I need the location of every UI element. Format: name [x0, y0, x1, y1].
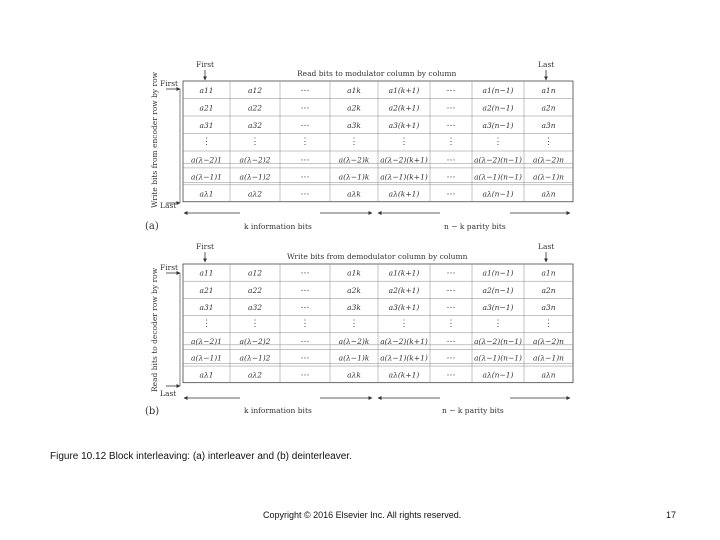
matrix-cell: a3n: [541, 120, 556, 130]
matrix-cell: aλ2: [248, 189, 262, 199]
matrix-cell: a3(k+1): [388, 120, 420, 130]
matrix-cell: a2n: [541, 103, 556, 113]
vertical-ellipsis: ⋮: [446, 318, 456, 329]
vertical-ellipsis: ⋮: [300, 318, 310, 329]
matrix-cell: a3k: [347, 120, 361, 130]
matrix-cell: a1(n−1): [482, 268, 514, 278]
matrix-cell: a(λ−1)(n−1): [474, 353, 522, 363]
first-column-label: First: [196, 242, 215, 251]
horizontal-ellipsis: …: [300, 101, 310, 112]
copyright-notice: Copyright © 2016 Elsevier Inc. All rights reserved.: [263, 510, 462, 520]
vertical-ellipsis: ⋮: [544, 137, 553, 147]
matrix-cell: aλk: [347, 370, 361, 380]
matrix-cell: a(λ−2)k: [338, 155, 370, 165]
horizontal-ellipsis: …: [300, 351, 310, 362]
matrix-cell: a(λ−1)2: [239, 353, 271, 363]
matrix-cell: a12: [247, 85, 263, 95]
horizontal-ellipsis: …: [300, 335, 310, 346]
matrix-cell: a22: [247, 103, 263, 113]
vertical-ellipsis: ⋮: [349, 137, 359, 147]
horizontal-ellipsis: …: [446, 301, 456, 311]
matrix-cell: a(λ−2)(k+1): [380, 337, 428, 347]
vertical-ellipsis: ⋮: [202, 137, 211, 147]
horizontal-ellipsis: …: [300, 118, 310, 129]
first-row-label: First: [160, 263, 179, 272]
matrix-cell: a(λ−1)k: [338, 353, 370, 363]
matrix-cell: a(λ−1)1: [191, 172, 222, 182]
horizontal-ellipsis: …: [446, 101, 456, 112]
matrix-cell: a11: [199, 85, 214, 95]
matrix-cell: a2(n−1): [482, 103, 514, 113]
first-row-label: First: [160, 79, 179, 88]
vertical-ellipsis: ⋮: [493, 137, 503, 147]
matrix-cell: a(λ−2)(n−1): [474, 337, 522, 347]
matrix-cell: a(λ−1)k: [338, 172, 370, 182]
horizontal-ellipsis: …: [300, 266, 310, 277]
matrix-cell: aλ(k+1): [388, 189, 420, 199]
matrix-cell: a2k: [347, 285, 361, 295]
matrix-cell: aλk: [347, 189, 361, 199]
matrix-cell: a3(k+1): [388, 303, 420, 312]
matrix-cell: a(λ−2)2: [239, 155, 271, 165]
horizontal-ellipsis: …: [300, 283, 310, 294]
matrix-cell: a32: [247, 120, 263, 130]
panel-label: (a): [145, 221, 159, 232]
matrix-cell: a1k: [347, 268, 361, 278]
matrix-cell: aλ(n−1): [482, 189, 514, 199]
matrix-cell: a(λ−1)(k+1): [380, 353, 428, 363]
last-column-label: Last: [538, 242, 555, 251]
parity-bits-label: n − k parity bits: [444, 222, 506, 231]
horizontal-ellipsis: …: [446, 187, 456, 198]
matrix-cell: a2k: [347, 103, 361, 113]
last-column-label: Last: [538, 60, 555, 69]
matrix-cell: a(λ−1)1: [191, 353, 222, 363]
matrix-cell: a32: [247, 303, 263, 312]
matrix-cell: a3n: [541, 303, 556, 312]
matrix-cell: aλ1: [199, 189, 214, 199]
matrix-cell: aλ(k+1): [388, 370, 420, 380]
write-direction-label: Write bits from demodulator column by column: [287, 252, 468, 261]
matrix-cell: a(λ−2)1: [191, 155, 222, 165]
first-column-label: First: [196, 60, 215, 69]
horizontal-ellipsis: …: [300, 368, 310, 379]
horizontal-ellipsis: …: [446, 266, 456, 277]
matrix-cell: a1(k+1): [388, 268, 420, 278]
horizontal-ellipsis: …: [300, 170, 310, 181]
matrix-cell: a22: [247, 285, 263, 295]
horizontal-ellipsis: …: [300, 187, 310, 198]
horizontal-ellipsis: …: [446, 118, 456, 129]
horizontal-ellipsis: …: [446, 153, 456, 164]
horizontal-ellipsis: …: [446, 83, 456, 94]
panel-a: [145, 60, 573, 232]
matrix-cell: a(λ−2)k: [338, 337, 370, 347]
vertical-ellipsis: ⋮: [399, 318, 409, 329]
matrix-cell: a31: [199, 303, 214, 312]
matrix-cell: aλ(n−1): [482, 370, 514, 380]
matrix-cell: a(λ−2)2: [239, 337, 271, 347]
matrix-cell: a1k: [347, 85, 361, 95]
matrix-cell: a3(n−1): [482, 303, 514, 312]
matrix-cell: a(λ−2)(n−1): [474, 155, 522, 165]
matrix-cell: aλ2: [248, 370, 262, 380]
matrix-cell: a21: [199, 103, 214, 113]
horizontal-ellipsis: …: [446, 351, 456, 362]
vertical-ellipsis: ⋮: [399, 137, 409, 147]
matrix-cell: a31: [199, 120, 214, 130]
matrix-cell: aλn: [541, 189, 556, 199]
vertical-ellipsis: ⋮: [250, 137, 260, 147]
read-direction-label: Read bits to decoder row by row: [150, 267, 159, 392]
vertical-ellipsis: ⋮: [300, 137, 310, 147]
horizontal-ellipsis: …: [300, 153, 310, 164]
matrix-cell: a12: [247, 268, 263, 278]
matrix-cell: aλn: [541, 370, 556, 380]
matrix-grid: [183, 81, 573, 202]
vertical-ellipsis: ⋮: [446, 137, 456, 147]
matrix-cell: a3(n−1): [482, 120, 514, 130]
matrix-cell: aλ1: [199, 370, 214, 380]
panel-b: [145, 242, 573, 417]
matrix-cell: a1n: [541, 268, 556, 278]
horizontal-ellipsis: …: [446, 170, 456, 181]
matrix-cell: a2(k+1): [388, 103, 420, 113]
parity-bits-label: n − k parity bits: [442, 406, 504, 415]
info-bits-label: k information bits: [244, 406, 312, 415]
matrix-cell: a(λ−1)(k+1): [380, 172, 428, 182]
horizontal-ellipsis: …: [446, 283, 456, 294]
matrix-cell: a(λ−1)(n−1): [474, 172, 522, 182]
horizontal-ellipsis: …: [300, 83, 310, 94]
matrix-cell: a1(k+1): [388, 85, 420, 95]
matrix-cell: a2n: [541, 285, 556, 295]
vertical-ellipsis: ⋮: [250, 318, 260, 329]
panel-label: (b): [145, 406, 160, 417]
vertical-ellipsis: ⋮: [544, 318, 553, 329]
matrix-cell: a1(n−1): [482, 85, 514, 95]
read-direction-label: Read bits to modulator column by column: [297, 69, 457, 78]
matrix-cell: a2(k+1): [388, 285, 420, 295]
matrix-cell: a2(n−1): [482, 285, 514, 295]
vertical-ellipsis: ⋮: [202, 318, 211, 329]
info-bits-label: k information bits: [244, 222, 312, 231]
horizontal-ellipsis: …: [446, 335, 456, 346]
matrix-cell: a21: [199, 285, 214, 295]
matrix-cell: a(λ−1)n: [533, 353, 564, 363]
figure-caption: Figure 10.12 Block interleaving: (a) interleaver and (b) deinterleaver.: [50, 451, 352, 462]
last-row-label: Last: [160, 201, 177, 210]
matrix-cell: a(λ−2)(k+1): [380, 155, 428, 165]
matrix-cell: a3k: [347, 303, 361, 312]
vertical-ellipsis: ⋮: [349, 318, 359, 329]
last-row-label: Last: [160, 389, 177, 398]
matrix-cell: a(λ−2)1: [191, 337, 222, 347]
horizontal-ellipsis: …: [446, 368, 456, 379]
vertical-ellipsis: ⋮: [493, 318, 503, 329]
matrix-cell: a(λ−2)n: [533, 337, 564, 347]
matrix-cell: a(λ−2)n: [533, 155, 564, 165]
horizontal-ellipsis: …: [300, 301, 310, 311]
matrix-cell: a1n: [541, 85, 556, 95]
matrix-cell: a11: [199, 268, 214, 278]
matrix-grid: [183, 264, 573, 383]
matrix-cell: a(λ−1)2: [239, 172, 271, 182]
page-number: 17: [666, 510, 677, 520]
matrix-cell: a(λ−1)n: [533, 172, 564, 182]
write-direction-label: Write bits from encoder row by row: [150, 71, 159, 208]
